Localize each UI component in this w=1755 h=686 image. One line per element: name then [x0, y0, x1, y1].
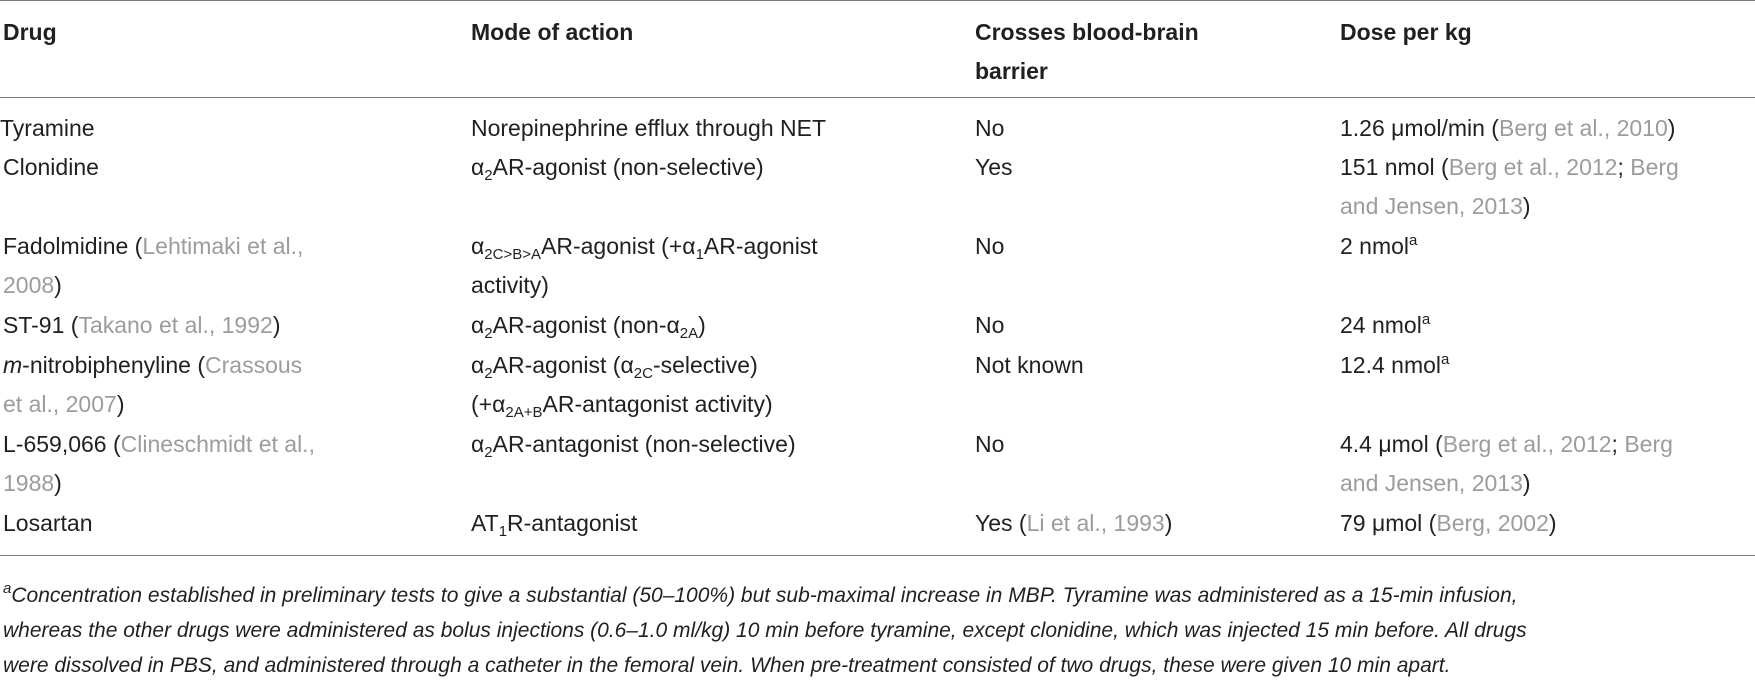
reference[interactable]: Berg — [1630, 154, 1679, 180]
reference[interactable]: Berg et al., 2012 — [1442, 431, 1612, 457]
row-losartan-mode: $AT_1R$-antagonist — [471, 510, 638, 540]
reference[interactable]: 1988 — [3, 470, 55, 496]
row-fadolmidine-drug-line2: 2008) — [3, 272, 62, 298]
row-tyramine-drug: Tyramine — [0, 115, 95, 141]
row-fadolmidine-dose: 2 nmol$^a$ — [1340, 232, 1418, 259]
row-st91-drug: ST-91 (Takano et al., 1992) — [3, 312, 281, 338]
row-nitrobiphenyline-mode: $\alpha_2AR$-agonist $(\alpha_{2C}-selective)$ — [471, 352, 758, 382]
row-nitrobiphenyline-drug-line2: et al., 2007) — [3, 391, 125, 417]
row-losartan-bbb: Yes (Li et al., 1993) — [975, 510, 1173, 536]
row-st91-bbb: No — [975, 312, 1005, 338]
header-mode: Mode of action — [471, 19, 634, 45]
header-bbb-line1: Crosses blood-brain — [975, 19, 1199, 45]
row-l659066-mode: $\alpha_2AR$-antagonist (non-selective) — [471, 431, 796, 461]
reference[interactable]: et al., 2007 — [3, 391, 117, 417]
row-fadolmidine-drug: Fadolmidine (Lehtimaki et al., — [3, 233, 304, 259]
footnote-line-2: whereas the other drugs were administered as bolus injections (0.6–1.0 ml/kg) 10 min before tyramine, except clonidine, which was injected 15 min before. All drugs — [3, 619, 1527, 642]
row-nitrobiphenyline-bbb: Not known — [975, 352, 1084, 378]
reference[interactable]: Berg, 2002 — [1436, 510, 1549, 536]
header-bbb-line2: barrier — [975, 58, 1048, 84]
reference[interactable]: 2008 — [3, 272, 55, 298]
reference[interactable]: and Jensen, 2013 — [1340, 193, 1523, 219]
row-fadolmidine-mode-line2: activity) — [471, 272, 549, 298]
footnote-line-3: were dissolved in PBS, and administered through a catheter in the femoral vein. When pre-treatment consisted of two drugs, these were given 10 min apart. — [3, 654, 1451, 677]
header-rule — [0, 97, 1755, 98]
row-tyramine-dose: 1.26 μmol/min (Berg et al., 2010) — [1340, 115, 1676, 141]
reference[interactable]: and Jensen, 2013 — [1340, 470, 1523, 496]
row-fadolmidine-bbb: No — [975, 233, 1005, 259]
row-clonidine-mode: $\alpha_2AR$-agonist (non-selective) — [471, 154, 764, 184]
reference[interactable]: Li et al., 1993 — [1026, 510, 1165, 536]
row-nitrobiphenyline-drug: m-nitrobiphenyline (Crassous — [3, 352, 303, 378]
row-losartan-dose: 79 μmol (Berg, 2002) — [1340, 510, 1557, 536]
row-l659066-dose-line2: and Jensen, 2013) — [1340, 470, 1531, 496]
reference[interactable]: Clineschmidt et al., — [120, 431, 315, 457]
row-l659066-bbb: No — [975, 431, 1005, 457]
row-clonidine-dose-line2: and Jensen, 2013) — [1340, 193, 1531, 219]
row-st91-mode: $\alpha_2AR$-agonist $(non-\alpha_{2A})$ — [471, 312, 706, 342]
row-clonidine-bbb: Yes — [975, 154, 1013, 180]
header-dose: Dose per kg — [1340, 19, 1472, 45]
row-st91-dose: 24 nmol$^a$ — [1340, 311, 1431, 338]
row-tyramine-mode: Norepinephrine efflux through NET — [471, 115, 827, 141]
reference[interactable]: Crassous — [205, 352, 303, 378]
row-l659066-dose: 4.4 μmol (Berg et al., 2012; Berg — [1340, 431, 1673, 457]
row-fadolmidine-mode: $\alpha_{2C>B>A}AR$-agonist ($+\alpha_1AR$-agonist — [471, 233, 818, 263]
row-losartan-drug: Losartan — [3, 510, 93, 536]
reference[interactable]: Berg et al., 2012 — [1448, 154, 1618, 180]
row-nitrobiphenyline-mode-line2: ($+\alpha_{2A+B}AR$-antagonist activity) — [471, 391, 773, 421]
header-drug: Drug — [3, 19, 57, 45]
row-l659066-drug: L-659,066 (Clineschmidt et al., — [3, 431, 315, 457]
reference[interactable]: Berg — [1624, 431, 1673, 457]
row-tyramine-bbb: No — [975, 115, 1005, 141]
reference[interactable]: Takano et al., 1992 — [78, 312, 273, 338]
row-nitrobiphenyline-dose: 12.4 nmol$^a$ — [1340, 351, 1450, 378]
row-clonidine-dose: 151 nmol (Berg et al., 2012; Berg — [1340, 154, 1679, 180]
row-l659066-drug-line2: 1988) — [3, 470, 62, 496]
bottom-rule — [0, 555, 1755, 556]
row-clonidine-drug: Clonidine — [3, 154, 99, 180]
top-rule — [0, 0, 1755, 1]
footnote-line-1: $^a$Concentration established in preliminary tests to give a substantial (50–100%) but sub-maximal increase in MBP. Tyramine was administered as a 15-min infusion, — [3, 580, 1518, 607]
reference[interactable]: Berg et al., 2010 — [1498, 115, 1668, 141]
reference[interactable]: Lehtimaki et al., — [142, 233, 304, 259]
